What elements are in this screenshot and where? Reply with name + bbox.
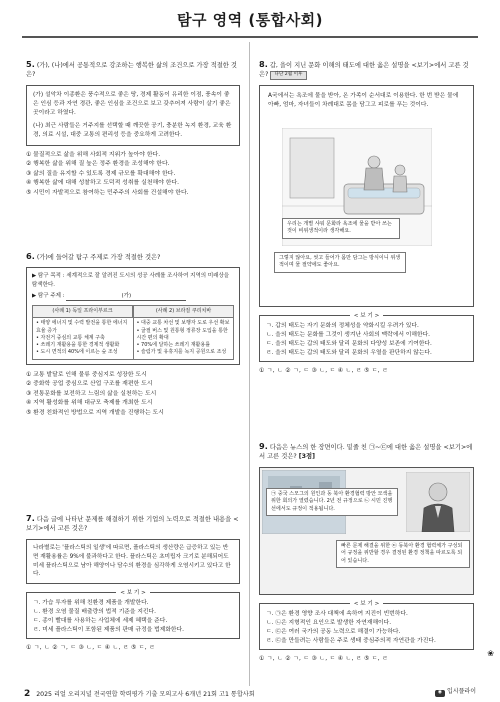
q5-option-3[interactable]: ③ 삶의 질을 유지할 수 있도록 경제 규모를 확대해야 한다. — [26, 170, 176, 177]
news-anchor-image — [406, 472, 470, 532]
q5-passage-ga: (가) 설악차 이종환은 풍수적으로 좋은 땅, 경제 활동이 유리한 이점, 풍속이 좋은 인심 등과 자연 경관, 좋은 인심을 조건으로 보고 갖추어져 사람이 살기 좋은 곳이라고 하였다. — [33, 91, 231, 116]
q7-bogi-item-3: ㄷ. 종이 빨대를 사용하는 사업체에 세제 혜택을 준다. — [33, 618, 168, 625]
q6-topic-blank: (가) — [66, 292, 186, 301]
q9-bogi-item-3: ㄷ. ㉢은 여러 국가의 공동 노력으로 해결이 가능하다. — [266, 628, 401, 635]
list-item: • 도시 면적의 40%에 이르는 숲 조성 — [36, 349, 118, 356]
footer-brand — [435, 688, 476, 697]
q5-option-4[interactable]: ④ 행복한 삶에 대해 성찰하고 도덕적 성취를 실천해야 한다. — [26, 180, 180, 187]
question-5 — [26, 58, 240, 199]
q7-bogi-box — [26, 592, 240, 639]
question-9 — [259, 440, 474, 663]
q6-option-4[interactable]: ④ 지역 활성화를 위해 대규모 축제를 개최한 도시 — [26, 400, 153, 407]
q6-intro: ▶ 탐구 목적 : 세계적으로 잘 알려진 도시의 성공 사례를 조사하여 지역의 미래상을 탐색한다. — [32, 273, 230, 288]
q7-bogi-item-2: ㄴ. 환경 오염 물질 배출량의 법적 기준을 지킨다. — [33, 609, 156, 616]
list-item: • 쓰레기 재활용을 통한 경제적 생활화 — [36, 342, 120, 349]
q6-case-table-body — [32, 318, 234, 359]
q6-case2-body — [134, 318, 235, 359]
page-title: 탐구 영역 (통합사회) — [176, 11, 324, 29]
q5-passage-na: (나) 최근 사람들은 거주지를 선택할 때 깨끗한 공기, 충분한 녹지 환경, 교육 환경, 의료 시설, 대중 교통의 편리성 등을 중요하게 고려한다. — [33, 122, 232, 138]
q9-bogi-item-4: ㄹ. ㉢을 만들려는 사람들은 주로 생태 중심주의적 자연관을 가진다. — [266, 637, 436, 644]
q6-options — [26, 371, 240, 419]
question-6 — [26, 250, 240, 419]
list-item: • 자전거 중심의 교통 체계 구축 — [36, 334, 105, 341]
q8-bogi-item-3: ㄷ. 을의 태도는 갑의 태도와 달리 문화의 다양성 보존에 기여한다. — [266, 340, 432, 347]
q8-tag: 다단 2월 이후 — [270, 71, 306, 79]
q8-passage-box — [259, 85, 474, 307]
q6-option-3[interactable]: ③ 전통문화를 보전하고 느림의 삶을 실천하는 도시 — [26, 390, 157, 397]
question-7 — [26, 512, 240, 653]
q8-answer-choices[interactable]: ① ㄱ, ㄴ ② ㄱ, ㄷ ③ ㄴ, ㄷ ④ ㄴ, ㄹ ⑤ ㄷ, ㄹ — [259, 367, 389, 374]
q9-prompt: 9. 다음은 뉴스의 한 장면이다. 밑줄 친 ㉠~㉢에 대한 옳은 설명을 <보기>에서 고른 것은? [3점] — [259, 441, 473, 461]
q8-bogi-item-1: ㄱ. 갑의 태도는 자기 문화의 정체성을 약화시킬 우려가 있다. — [266, 322, 419, 329]
q7-bogi-title: < 보 기 > — [116, 590, 150, 596]
q6-case2-head: (사례 2) 브라질 쿠리치바 — [133, 305, 234, 318]
side-ornament-icon: ❀ — [487, 649, 494, 658]
list-item: • 70%에 달하는 쓰레기 재활용률 — [136, 342, 211, 349]
q6-case1-body — [32, 318, 134, 359]
list-item: • 굴절 버스 및 원통형 정류장 도입을 통한 시간 편의 확대 — [136, 327, 228, 341]
page-number: 2 — [24, 689, 31, 699]
q5-option-1[interactable]: ① 물질적으로 삶을 위해 사회적 지위가 높아야 한다. — [26, 151, 161, 158]
brand-logo-icon: ◉ — [435, 690, 445, 697]
q8-speech-bubble-1: 우리는 개별 샤워 문화라 욕조에 물을 받아 쓰는 것이 비위생적이라 생각해요. — [282, 218, 400, 239]
q9-news-caption-1: ㉠ 중국 스모그의 원인과 동 북아 환경협력 방안 모색을 위한 회의가 열렸습니다. 2년 전 규정으로 ㉡ 시민 진행 선에서도 규정이 적용됩니다. — [266, 488, 398, 516]
q6-option-2[interactable]: ② 중화학 공업 중심으로 산업 구조를 재편한 도시 — [26, 381, 153, 388]
q6-case1-head: (사례 1) 독일 프라이부르크 — [32, 305, 133, 318]
q8-bogi-box — [259, 312, 474, 362]
q9-points: [3점] — [298, 453, 316, 461]
q5-option-5[interactable]: ⑤ 시민이 자발적으로 참여하는 민주주의 사회를 건설해야 한다. — [26, 190, 189, 197]
q6-option-1[interactable]: ① 교통 발달로 인해 물류 중심지로 성장한 도시 — [26, 371, 147, 378]
title-rule — [22, 36, 478, 38]
q8-bogi-item-4: ㄹ. 을의 태도는 갑의 태도와 달리 문화의 우열을 판단하지 않는다. — [266, 349, 432, 356]
q9-bogi-title: < 보 기 > — [350, 601, 384, 607]
footer-left — [24, 688, 255, 701]
q6-topic-line: ▶ 탐구 주제 : (가) — [32, 292, 234, 301]
q8-bogi-item-2: ㄴ. 을의 태도는 문화를 그것이 생겨난 사회의 맥락에서 이해한다. — [266, 331, 431, 338]
list-item: • 슬럼가 및 유휴지를 녹지 공원으로 조성 — [136, 349, 227, 356]
q7-answer-choices[interactable]: ① ㄱ, ㄴ ② ㄱ, ㄷ ③ ㄴ, ㄷ ④ ㄴ, ㄹ ⑤ ㄷ, ㄹ — [26, 645, 156, 652]
q8-passage: A국에서는 욕조에 물을 받아, 온 가족이 순서대로 이용한다. 한 번 받은 물에 아빠, 엄마, 자녀들이 차례대로 몸을 담그고 피로를 푸는 것이다. — [268, 92, 459, 108]
q7-prompt: 7. 다음 글에 나타난 문제를 해결하기 위한 기업의 노력으로 적절한 내용을 <보기>에서 고른 것은? — [26, 513, 239, 533]
q5-option-2[interactable]: ② 행복한 삶을 위해 질 높은 정주 환경을 조성해야 한다. — [26, 161, 170, 168]
q9-bogi-item-1: ㄱ. ㉠은 환경 영향 조사 대책에 속하여 지진이 빈번하다. — [266, 610, 408, 617]
q5-passage-box — [26, 85, 240, 146]
q9-bogi-box — [259, 600, 474, 650]
q7-bogi-item-4: ㄹ. 미세 플라스틱이 포함된 제품의 판매 규정을 법제화한다. — [33, 627, 184, 634]
q8-bogi-title: < 보 기 > — [350, 313, 384, 319]
exam-name: 2025 리얼 오리지널 전국연합 학력평가 기출 모의고사 6개년 21회 고1 통합사회 — [36, 691, 255, 698]
q9-news-caption-2: 빠른 문제 해결을 위한 ㉢ 동북아 환경 협력체가 구성되어 규정을 위반할 경우 결정된 환경 정책을 따르도록 되어 있습니다. — [336, 540, 470, 568]
q8-speech-bubble-2: 그렇지 않아요, 씻고 들어가 몸만 담그는 방식이니 위생적이며 물 절약에도 좋아요. — [274, 252, 406, 273]
q9-news-box — [259, 467, 474, 595]
question-8 — [259, 58, 474, 375]
q6-case-table-head — [32, 305, 234, 318]
list-item: • 태양 에너지 및 수력 발전을 통한 에너지 효율 증가 — [36, 320, 128, 334]
q6-prompt: 6. (가)에 들어갈 탐구 주제로 가장 적절한 것은? — [26, 251, 161, 261]
q6-passage-box — [26, 267, 240, 364]
q6-option-5[interactable]: ⑤ 환경 친화적인 방법으로 지역 개발을 진행하는 도시 — [26, 409, 164, 416]
q9-answer-choices[interactable]: ① ㄱ, ㄴ ② ㄱ, ㄷ ③ ㄴ, ㄷ ④ ㄴ, ㄹ ⑤ ㄷ, ㄹ — [259, 655, 389, 662]
q7-bogi-item-1: ㄱ. 가습 투자를 위해 친환경 제품을 개발한다. — [33, 600, 149, 607]
brand-name: 입시플라이 — [447, 688, 476, 695]
q5-prompt: 5. (가), (나)에서 공통적으로 강조하는 행복한 삶의 조건으로 가장 적절한 것은? — [26, 59, 237, 79]
column-divider — [249, 42, 250, 686]
q8-prompt: 8. 갑, 을이 지닌 문화 이해의 태도에 대한 옳은 설명을 <보기>에서 고른 것은? 다단 2월 이후 — [259, 59, 469, 79]
list-item: • 대중 교통 차선 및 보행자 도로 우선 확보 — [136, 320, 230, 327]
q9-bogi-item-2: ㄴ. ㉡은 지형적인 요인으로 발생한 자연재해이다. — [266, 619, 392, 626]
q5-options — [26, 151, 240, 199]
q7-passage-box: 나라별로는 '플라스틱의 일생'에 따르면, 플라스틱의 생산량은 급증하고 있는 반면 재활용률은 9%에 불과하다고 한다. 플라스틱은 초미립자 크기로 분해되어도 미세 플라스틱으로 남아 해양이나 담수의 환경을 심각하게 오염시키고 있다고 한다. — [26, 539, 240, 584]
